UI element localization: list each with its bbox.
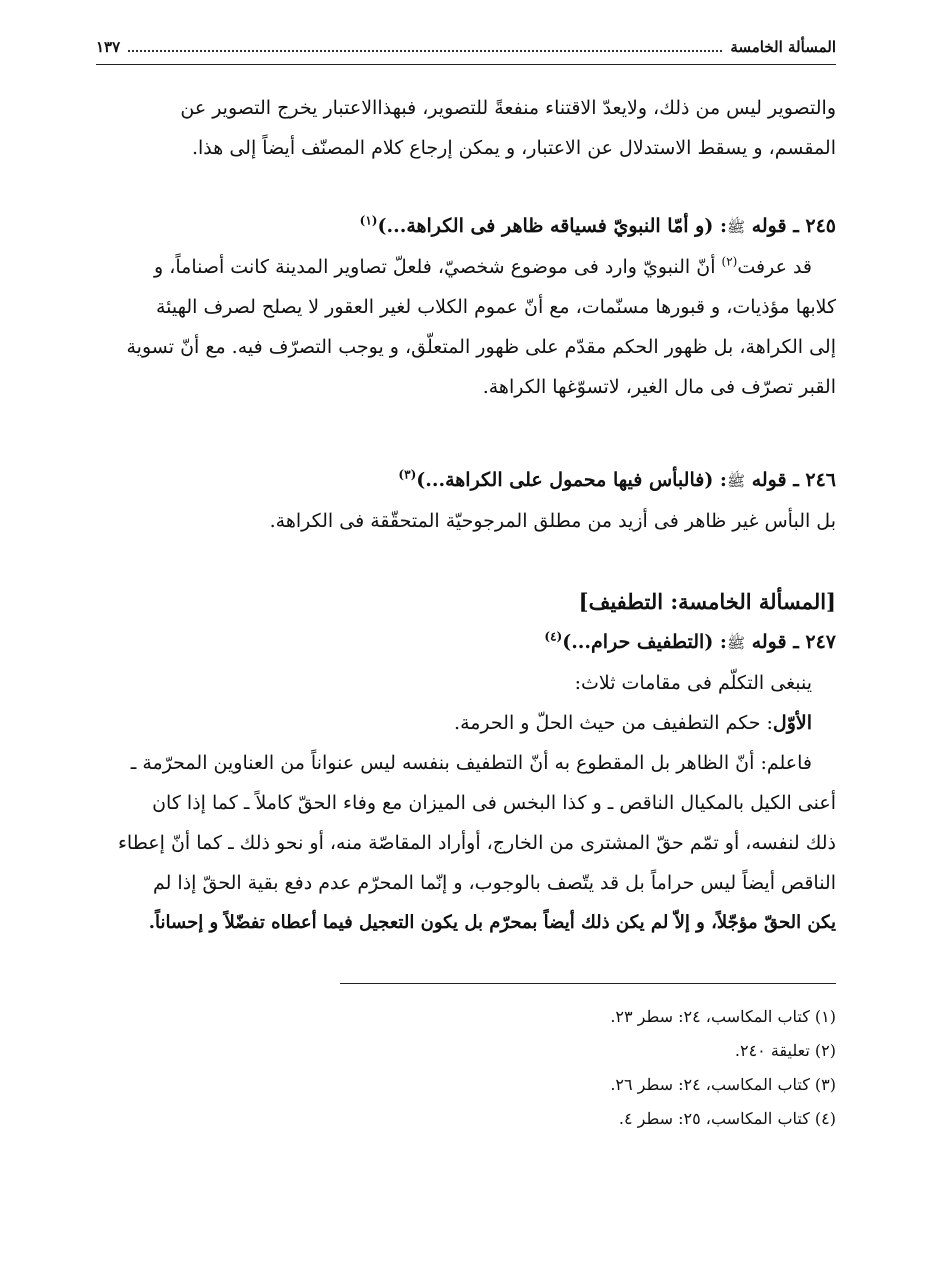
running-header bbox=[96, 32, 836, 62]
footnotes bbox=[96, 1000, 836, 1136]
item-245-quote: : (و أمّا النبويّ فسياقه ظاهر فى الكراهة...) bbox=[377, 215, 727, 237]
footnote-ref-4: (٤) bbox=[544, 629, 563, 644]
intro-line-2: المقسم، و يسقط الاستدلال عن الاعتبار، و يمكن إرجاع كلام المصنّف أيضاً إلى هذا. bbox=[191, 137, 836, 159]
item-245-title bbox=[96, 206, 836, 247]
item-245 bbox=[96, 206, 836, 407]
salutation-glyph: ﷺ bbox=[726, 472, 746, 490]
section-para-line-2: أعنى الكيل بالمكيال الناقص ـ و كذا البخس فى الميزان مع وفاء الحقّ كاملاً ـ كما إذا كان bbox=[152, 792, 836, 814]
footnote-2: (٢) تعليقة ٢٤٠. bbox=[734, 1041, 836, 1060]
footnote-ref-1: (١) bbox=[359, 213, 378, 228]
footnote-rule bbox=[340, 983, 836, 984]
item-246-number: ٢٤٦ ـ قوله bbox=[751, 469, 836, 491]
first-point-line bbox=[96, 703, 836, 743]
section-para-line-4: الناقص أيضاً ليس حراماً بل قد يتّصف بالوجوب، و إنّما المحرّم عدم دفع بقية الحقّ إذا لم bbox=[152, 872, 836, 894]
header-dot-leader bbox=[128, 50, 722, 52]
item-245-line-1 bbox=[96, 247, 836, 287]
footnote-1: (١) كتاب المكاسب، ٢٤: سطر ٢٣. bbox=[610, 1007, 836, 1026]
salutation-glyph: ﷺ bbox=[726, 634, 746, 652]
footnote-4: (٤) كتاب المكاسب، ٢٥: سطر ٤. bbox=[618, 1109, 836, 1128]
item-245-line-2: كلابها مؤذيات، و قبورها مسنّمات، مع أنّ عموم الكلاب لغير العقور لا يصلح لصرف الهيئة bbox=[155, 296, 836, 318]
section-line-1: ينبغى التكلّم فى مقامات ثلاث: bbox=[574, 672, 812, 694]
item-245-line-4: القبر تصرّف فى مال الغير، لاتسوّغها الكراهة. bbox=[482, 376, 836, 398]
intro-paragraph bbox=[96, 88, 836, 168]
item-246-title bbox=[96, 460, 836, 501]
item-245-line-3: إلى الكراهة، بل ظهور الحكم مقدّم على ظهور المتعلّق، و يوجب التصرّف فيه. مع أنّ تسوية bbox=[126, 336, 836, 358]
item-246 bbox=[96, 460, 836, 541]
section-para-line-3: ذلك لنفسه، أو تمّم حقّ المشترى من الخارج، أوأراد المقاصّة منه، أو نحو ذلك ـ كما أنّ إعطاء bbox=[117, 832, 836, 854]
item-247-number: ٢٤٧ ـ قوله bbox=[751, 631, 836, 653]
first-point-text: : حكم التطفيف من حيث الحلّ و الحرمة. bbox=[454, 712, 773, 734]
salutation-glyph: ﷺ bbox=[726, 218, 746, 236]
header-title: المسألة الخامسة bbox=[730, 38, 836, 56]
header-rule bbox=[96, 64, 836, 65]
footnote-ref-3: (٣) bbox=[398, 467, 417, 482]
section-para-line-5: يكن الحقّ مؤجّلاً، و إلاّ لم يكن ذلك أيضاً بمحرّم بل يكون التعجيل فيما أعطاه تفضّلاً و إحساناً. bbox=[148, 912, 836, 933]
item-245-number: ٢٤٥ ـ قوله bbox=[751, 215, 836, 237]
section-tatfif bbox=[96, 582, 836, 943]
section-para-line-1: فاعلم: أنّ الظاهر بل المقطوع به أنّ التطفيف بنفسه ليس عنواناً من العناوين المحرّمة ـ bbox=[130, 752, 812, 774]
item-246-quote: : (فالبأس فيها محمول على الكراهة...) bbox=[416, 469, 727, 491]
section-heading: [المسألة الخامسة: التطفيف] bbox=[578, 589, 836, 614]
item-245-line-1-a: قد عرفت bbox=[737, 256, 812, 278]
footnote-ref-2: (٢) bbox=[721, 254, 738, 269]
first-point-label: الأوّل bbox=[772, 712, 812, 734]
page-number: ١٣٧ bbox=[96, 38, 121, 56]
item-247-title bbox=[96, 622, 836, 663]
intro-line-1: والتصوير ليس من ذلك، ولايعدّ الاقتناء منفعةً للتصوير، فبهذاالاعتبار يخرج التصوير عن bbox=[180, 97, 836, 119]
item-247-quote: : (التطفيف حرام...) bbox=[562, 631, 727, 653]
footnote-3: (٣) كتاب المكاسب، ٢٤: سطر ٢٦. bbox=[610, 1075, 836, 1094]
item-245-line-1-b: أنّ النبويّ وارد فى موضوع شخصيّ، فلعلّ تصاوير المدينة كانت أصناماً، و bbox=[154, 256, 722, 278]
item-246-line-1: بل البأس غير ظاهر فى أزيد من مطلق المرجوحيّة المتحقّقة فى الكراهة. bbox=[269, 510, 836, 532]
